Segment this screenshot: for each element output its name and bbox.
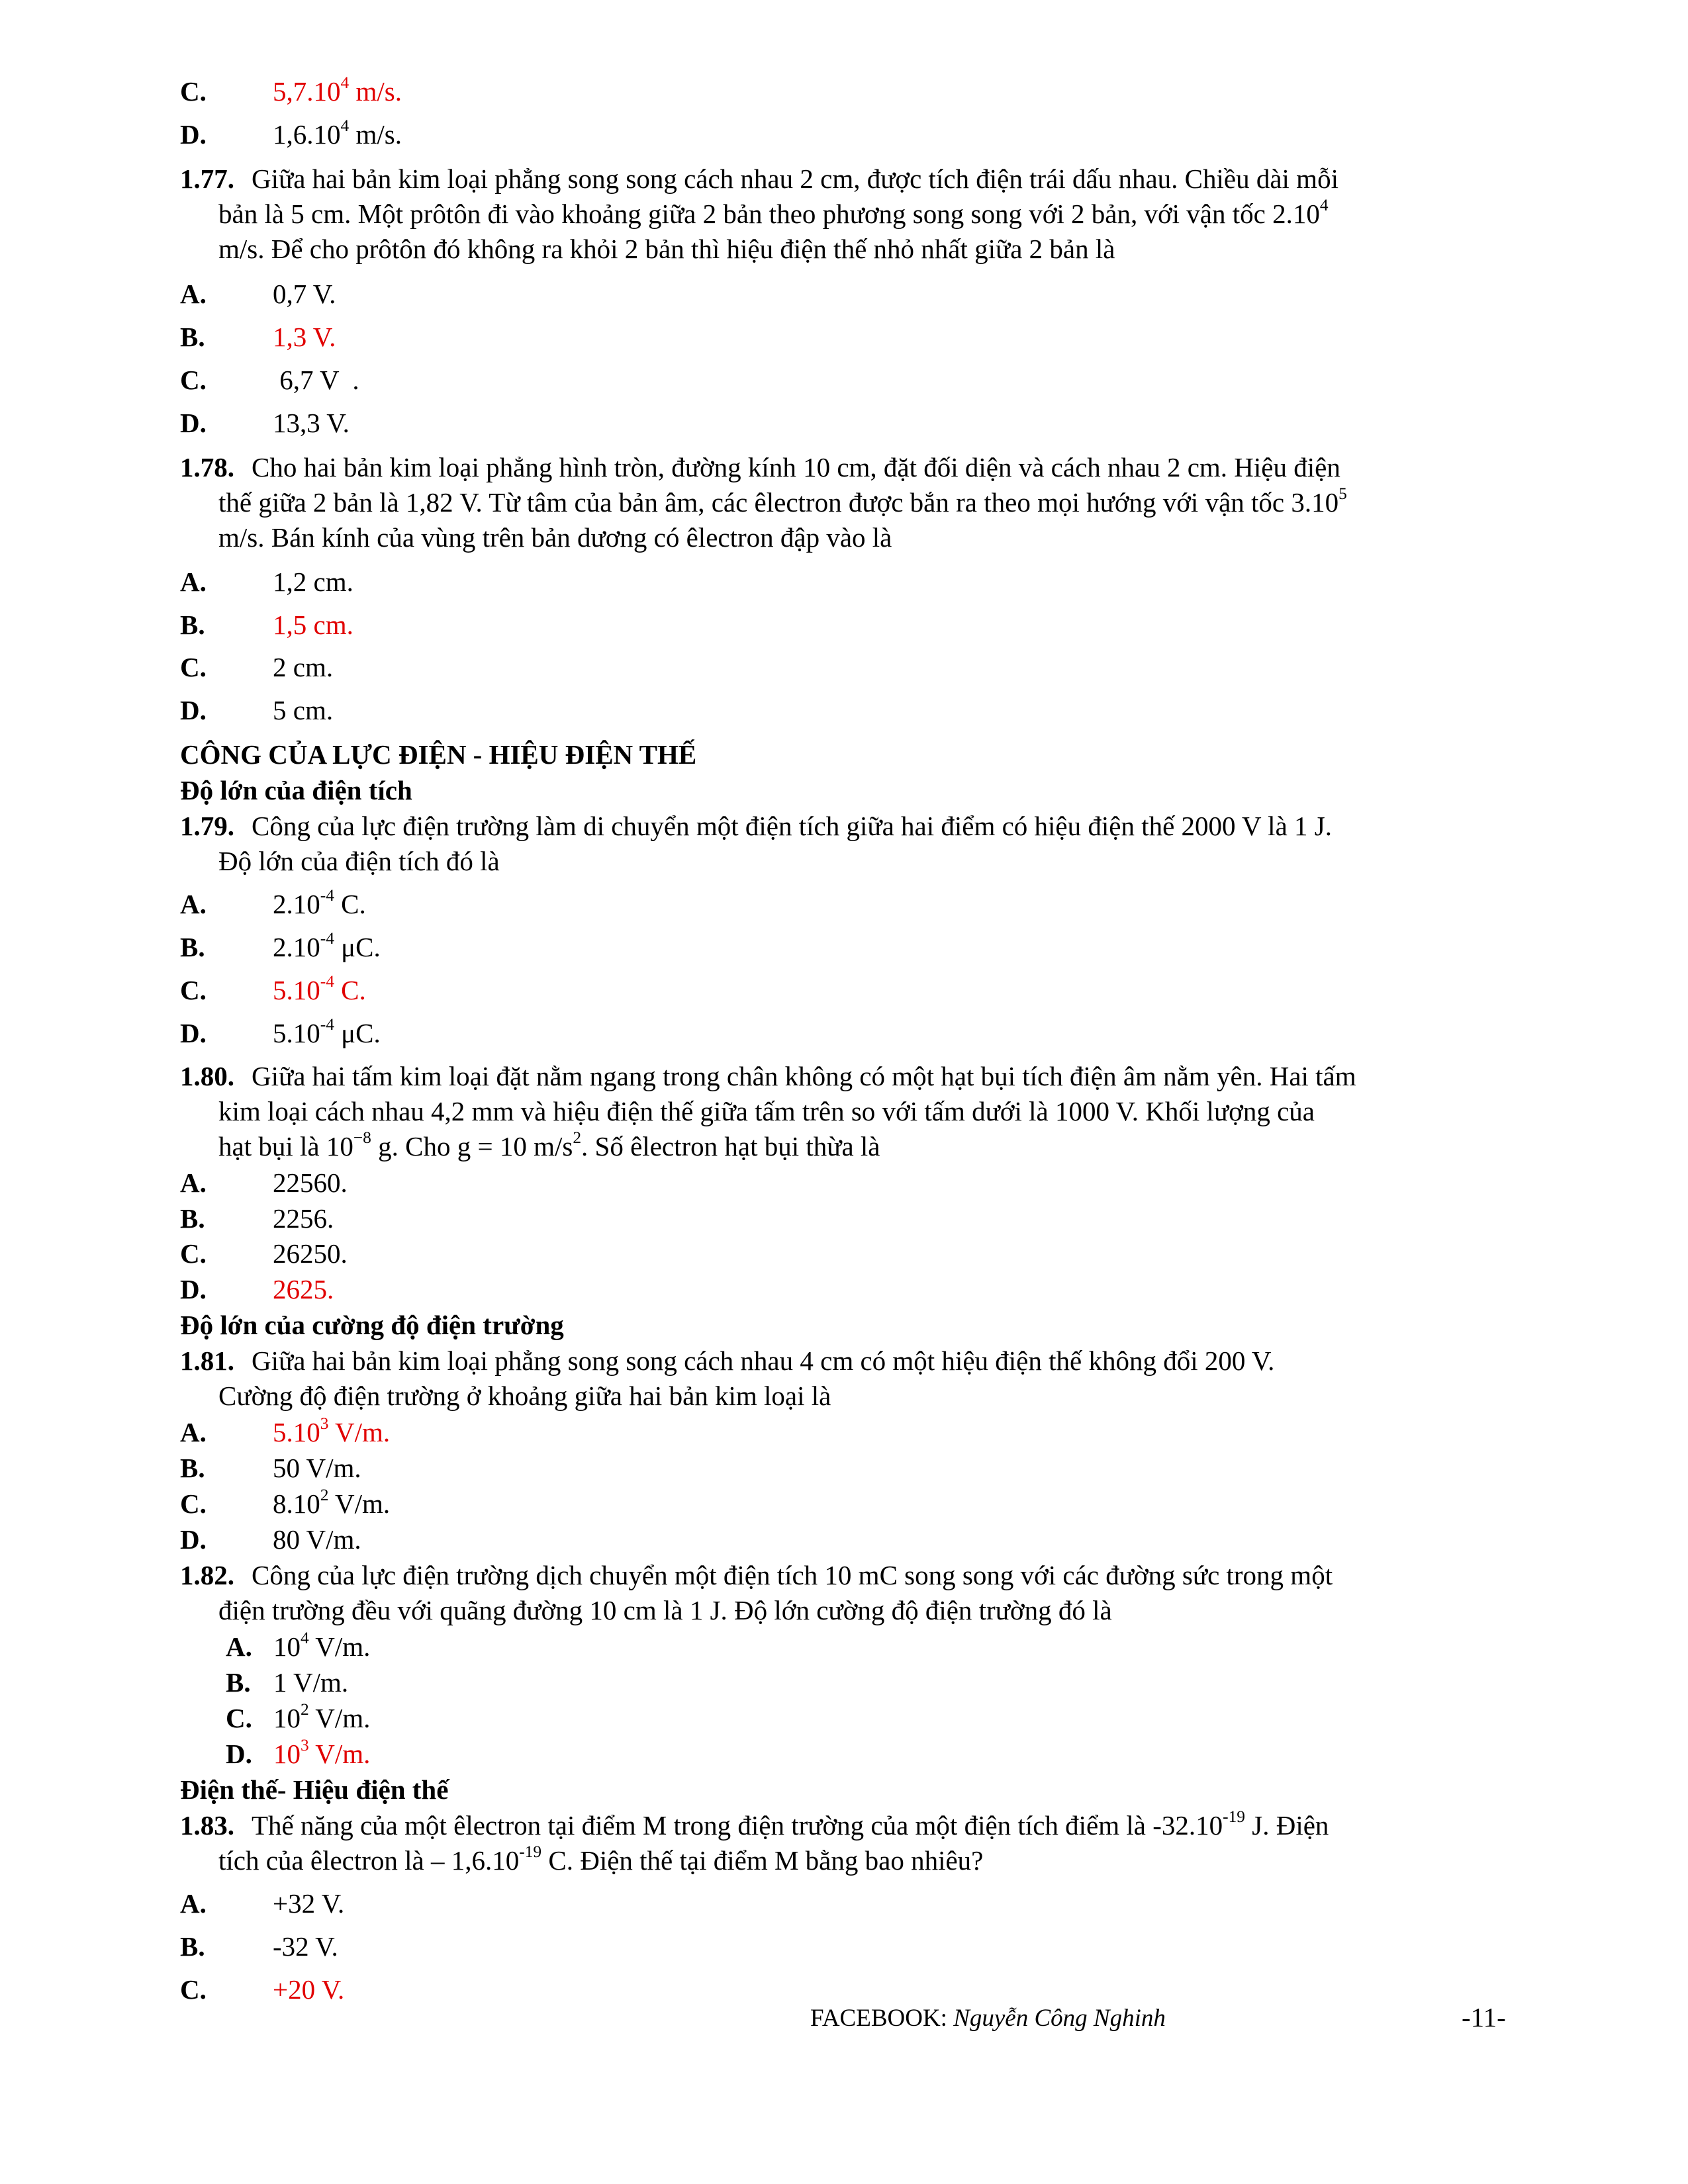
option-b: B. 2256. (180, 1203, 334, 1234)
footer-label: FACEBOOK: (810, 2005, 947, 2032)
option-a: A. 1,2 cm. (180, 567, 353, 597)
question-1-81: 1.81. Giữa hai bản kim loại phẳng song song cách nhau 4 cm có một hiệu điện thế không đổi 200 V. Cường độ điện trường ở khoảng giữa hai bản kim loại là (180, 1345, 1275, 1411)
correct-answer: 1,3 V. (273, 322, 336, 352)
option-a: A. +32 V. (180, 1888, 345, 1919)
section-heading: CÔNG CỦA LỰC ĐIỆN - HIỆU ĐIỆN THẾ (180, 739, 697, 770)
option-a: A. $10^4$ V/m. (226, 1628, 371, 1662)
option-c: C. $10^2$ V/m. (226, 1700, 371, 1733)
question-1-78: 1.78. Cho hai bản kim loại phẳng hình tròn, đường kính 10 cm, đặt đối diện và cách nhau 2 cm. Hiệu điện thế giữa 2 bản là 1,82 V. Từ tâm của bản âm, các êlectron được bắn ra theo mọi hướng với vận tốc 3.10$^5$ m/s. Bán kính của vùng trên bản dương có êlectron đập vào là (180, 452, 1347, 553)
question-1-82: 1.82. Công của lực điện trường dịch chuyển một điện tích 10 mC song song với các đường sức trong một điện trường đều với quãng đường 10 cm là 1 J. Độ lớn cường độ điện trường đó là (180, 1560, 1333, 1625)
option-c: C. 2 cm. (180, 652, 334, 682)
correct-answer: 2625. (273, 1274, 334, 1304)
option-b: B. 1,3 V. (180, 322, 336, 352)
option-c: C. +20 V. (180, 1974, 345, 2005)
subsection-heading: Điện thế- Hiệu điện thế (180, 1774, 449, 1805)
option-d: D. 80 V/m. (180, 1524, 361, 1555)
option-a: A. $2.10^{-4}$ C. (180, 886, 366, 919)
option-b: B. $2.10^{-4}$ μC. (180, 929, 381, 962)
option-b: B. 1 V/m. (226, 1667, 349, 1698)
correct-answer: 1,5 cm. (273, 610, 353, 640)
option-b: B. -32 V. (180, 1931, 338, 1962)
option-b: B. 1,5 cm. (180, 610, 353, 640)
correct-answer: 5,7.10$^4$ m/s. (273, 73, 402, 107)
option-d: D. $10^3$ V/m. (226, 1735, 371, 1769)
option-a: A. 0,7 V. (180, 279, 336, 309)
question-1-83: 1.83. Thế năng của một êlectron tại điểm M trong điện trường của một điện tích điểm là $-32.10^{-19}$ J. Điện tích của êlectron là – $1,6.10^{-19}$ C. Điện thế tại điểm M bằng bao nhiêu? (180, 1807, 1329, 1876)
footer-author: Nguyễn Công Nghinh (953, 2005, 1166, 2032)
option-c: C. $5.10^{-4}$ C. (180, 972, 366, 1005)
subsection-heading: Độ lớn của cường độ điện trường (180, 1310, 564, 1340)
option-d: D. $5.10^{-4}$ μC. (180, 1015, 381, 1048)
option-d: D. 2625. (180, 1274, 334, 1304)
correct-answer: 5.10$^3$ V/m. (273, 1414, 391, 1447)
option-d: D. 5 cm. (180, 695, 334, 725)
question-1-80: 1.80. Giữa hai tấm kim loại đặt nằm ngang trong chân không có một hạt bụi tích điện âm nằm yên. Hai tấm kim loại cách nhau 4,2 mm và hiệu điện thế giữa tấm trên so với tấm dưới là 1000 V. Khối lượng của hạt bụi là $10^{-8}$ g. Cho g = 10 $m/s^2$. Số êlectron hạt bụi thừa là (180, 1061, 1356, 1161)
question-1-79: 1.79. Công của lực điện trường làm di chuyển một điện tích giữa hai điểm có hiệu điện thế 2000 V là 1 J. Độ lớn của điện tích đó là (180, 811, 1332, 876)
correct-answer: $5.10^{-4}$ C. (273, 972, 366, 1005)
option-c: C. 6,7 V . (180, 365, 359, 395)
option-c: C. 8.10$^2$ V/m. (180, 1485, 391, 1519)
option-a: A. 5.10$^3$ V/m. (180, 1414, 391, 1447)
option-c: C. 26250. (180, 1238, 348, 1269)
option-b: B. 50 V/m. (180, 1453, 361, 1483)
option-d: D. 1,6.10$^4$ m/s. (180, 116, 402, 150)
page-footer (810, 2004, 1166, 2032)
question-1-77: 1.77. Giữa hai bản kim loại phẳng song song cách nhau 2 cm, được tích điện trái dấu nhau. Chiều dài mỗi bản là 5 cm. Một prôtôn đi vào khoảng giữa 2 bản theo phương song song với 2 bản, với vận tốc 2.10$^4$ m/s. Để cho prôtôn đó không ra khỏi 2 bản thì hiệu điện thế nhỏ nhất giữa 2 bản là (180, 163, 1338, 264)
option-c: C. 5,7.10$^4$ m/s. (180, 73, 402, 107)
option-d: D. 13,3 V. (180, 408, 350, 438)
correct-answer: +20 V. (273, 1974, 345, 2005)
option-a: A. 22560. (180, 1167, 348, 1198)
page-number: -11- (1462, 2002, 1506, 2032)
correct-answer: $10^3$ V/m. (273, 1735, 371, 1769)
subsection-heading: Độ lớn của điện tích (180, 775, 412, 805)
